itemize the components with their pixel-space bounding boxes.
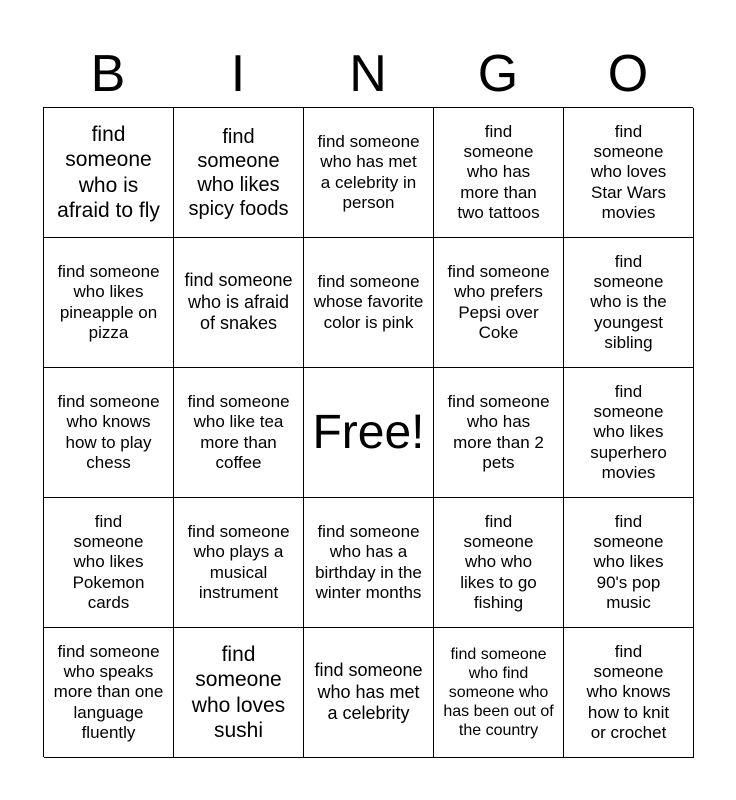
bingo-cell-r3c4[interactable] (434, 368, 564, 498)
bingo-cell-r4c2[interactable] (174, 498, 304, 628)
cell-text: find someone whose favorite color is pink (313, 271, 424, 332)
bingo-cell-r4c1[interactable] (44, 498, 174, 628)
bingo-cell-r1c4[interactable] (434, 108, 564, 238)
bingo-cell-r3c5[interactable] (564, 368, 694, 498)
bingo-header (43, 40, 693, 108)
cell-text: find someone who likes Pokemon cards (72, 511, 145, 613)
bingo-grid (43, 107, 693, 757)
cell-text: find someone who likes 90's pop music (593, 511, 664, 613)
bingo-cell-r4c3[interactable] (304, 498, 434, 628)
cell-text: find someone who has met a celebrity (314, 660, 423, 724)
cell-text: find someone who has more than 2 pets (447, 391, 550, 472)
cell-text: find someone who has more than two tattoos (457, 121, 540, 223)
bingo-cell-r5c1[interactable] (44, 628, 174, 758)
cell-text: find someone who find someone who has been out of the country (443, 645, 554, 740)
header-letter-b: B (90, 45, 126, 103)
cell-text: find someone who likes superhero movies (590, 381, 667, 483)
bingo-cell-r4c4[interactable] (434, 498, 564, 628)
bingo-cell-r3c2[interactable] (174, 368, 304, 498)
cell-text: find someone who who likes to go fishing (460, 511, 537, 613)
free-space[interactable] (304, 368, 434, 498)
bingo-cell-r2c2[interactable] (174, 238, 304, 368)
bingo-cell-r5c2[interactable] (174, 628, 304, 758)
bingo-cell-r1c2[interactable] (174, 108, 304, 238)
bingo-cell-r1c1[interactable] (44, 108, 174, 238)
bingo-cell-r2c5[interactable] (564, 238, 694, 368)
cell-text: find someone who has a birthday in the winter months (315, 521, 422, 602)
cell-text: find someone who speaks more than one language fluently (53, 641, 164, 743)
bingo-cell-r2c3[interactable] (304, 238, 434, 368)
cell-text: find someone who like tea more than coffee (187, 391, 290, 472)
bingo-cell-r2c1[interactable] (44, 238, 174, 368)
cell-text: find someone who loves Star Wars movies (590, 121, 667, 223)
header-letter-g: G (477, 45, 519, 103)
cell-text: find someone who likes spicy foods (188, 125, 289, 220)
header-letter-o: O (607, 45, 649, 103)
cell-text: find someone who is the youngest sibling (590, 251, 667, 353)
bingo-cell-r4c5[interactable] (564, 498, 694, 628)
cell-text: find someone who loves sushi (191, 643, 286, 742)
bingo-cell-r5c3[interactable] (304, 628, 434, 758)
cell-text: find someone who prefers Pepsi over Coke (447, 261, 550, 342)
header-letter-i: I (230, 45, 246, 103)
cell-text: find someone who knows how to knit or crochet (586, 641, 671, 743)
bingo-cell-r5c4[interactable] (434, 628, 564, 758)
cell-text: find someone who plays a musical instrument (187, 521, 290, 602)
bingo-cell-r2c4[interactable] (434, 238, 564, 368)
cell-text: find someone who is afraid to fly (57, 123, 160, 222)
cell-text: find someone who has met a celebrity in person (317, 131, 420, 212)
cell-text: find someone who knows how to play chess (57, 391, 160, 472)
bingo-cell-r1c3[interactable] (304, 108, 434, 238)
bingo-cell-r3c1[interactable] (44, 368, 174, 498)
cell-text: find someone who likes pineapple on pizza (57, 261, 160, 342)
cell-text: find someone who is afraid of snakes (184, 270, 293, 334)
free-space-text: Free! (312, 405, 425, 459)
bingo-cell-r1c5[interactable] (564, 108, 694, 238)
header-letter-n: N (349, 45, 387, 103)
bingo-cell-r5c5[interactable] (564, 628, 694, 758)
